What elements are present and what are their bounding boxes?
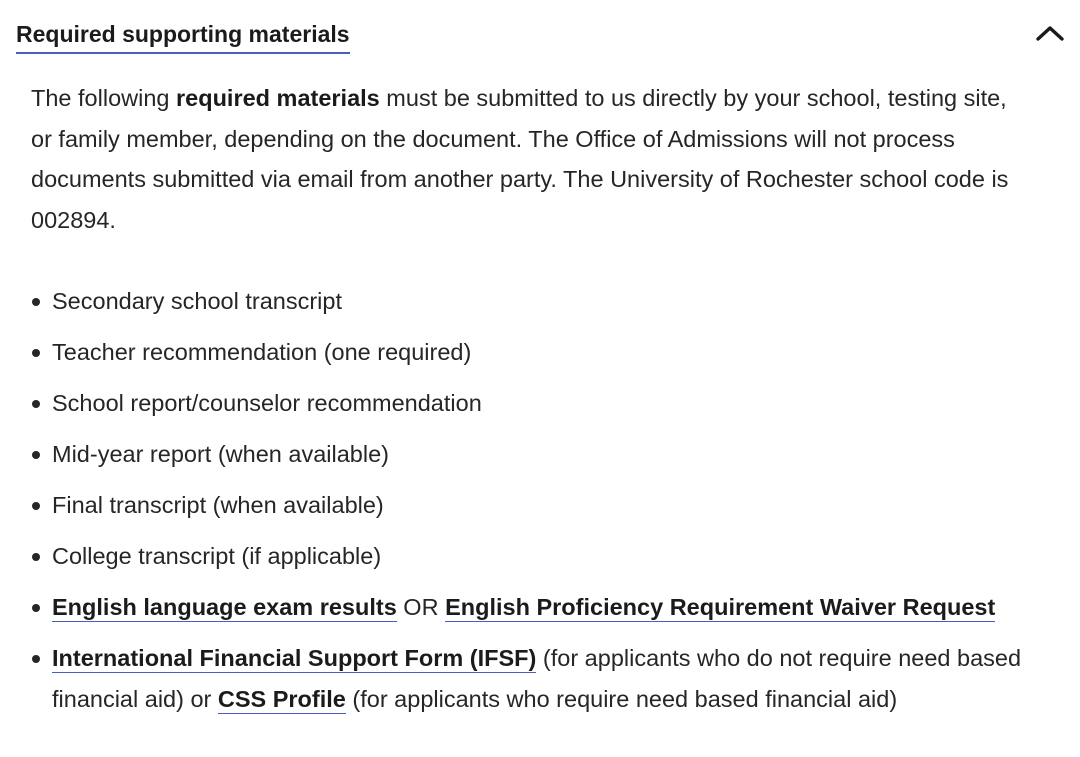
intro-prefix: The following (31, 85, 176, 111)
financial-text-2: (for applicants who require need based financial aid) (345, 685, 898, 712)
list-item (31, 485, 1076, 526)
list-item-text: College transcript (if applicable) (52, 543, 382, 569)
list-item-text: Mid-year report (when available) (52, 441, 389, 467)
ifsf-link[interactable]: International Financial Support Form (IFSF) (52, 645, 537, 671)
bullet-icon (32, 298, 40, 306)
bullet-icon (32, 604, 40, 612)
intro-bold-text: required materials (176, 85, 380, 111)
bullet-icon (32, 451, 40, 459)
list-item-text: School report/counselor recommendation (52, 390, 482, 416)
financial-text-1: (for applicants who do not require need based financial aid) or (52, 645, 1022, 712)
list-item (31, 332, 1076, 373)
css-profile-link[interactable]: CSS Profile (217, 685, 346, 712)
materials-list (31, 281, 1076, 730)
or-separator: OR (396, 594, 446, 620)
list-item-english (31, 587, 1076, 628)
english-exam-results-link[interactable]: English language exam results (52, 594, 397, 620)
bullet-icon (32, 553, 40, 561)
bullet-icon (32, 400, 40, 408)
accordion-header[interactable] (16, 14, 1066, 58)
list-item-text: Secondary school transcript (52, 288, 342, 314)
list-item (31, 281, 1076, 322)
intro-paragraph (31, 78, 1031, 241)
list-item (31, 536, 1076, 577)
list-item-financial (31, 638, 1076, 719)
list-item (31, 434, 1076, 475)
list-item (31, 383, 1076, 424)
chevron-up-icon[interactable] (1034, 20, 1066, 46)
accordion-title[interactable]: Required supporting materials (16, 19, 350, 54)
accordion-content (31, 78, 1071, 712)
bullet-icon (32, 502, 40, 510)
bullet-icon (32, 349, 40, 357)
list-item-text: Final transcript (when available) (52, 492, 384, 518)
intro-suffix: must be submitted to us directly by your school, testing site, or family member, depending on the document. The Office of Admissions will not process documents submitted via email from another party. The University of Rochester school code is 002894. (31, 85, 1009, 234)
list-item-text: Teacher recommendation (one required) (52, 339, 472, 365)
bullet-icon (32, 655, 40, 663)
english-waiver-request-link[interactable]: English Proficiency Requirement Waiver Request (445, 594, 996, 620)
